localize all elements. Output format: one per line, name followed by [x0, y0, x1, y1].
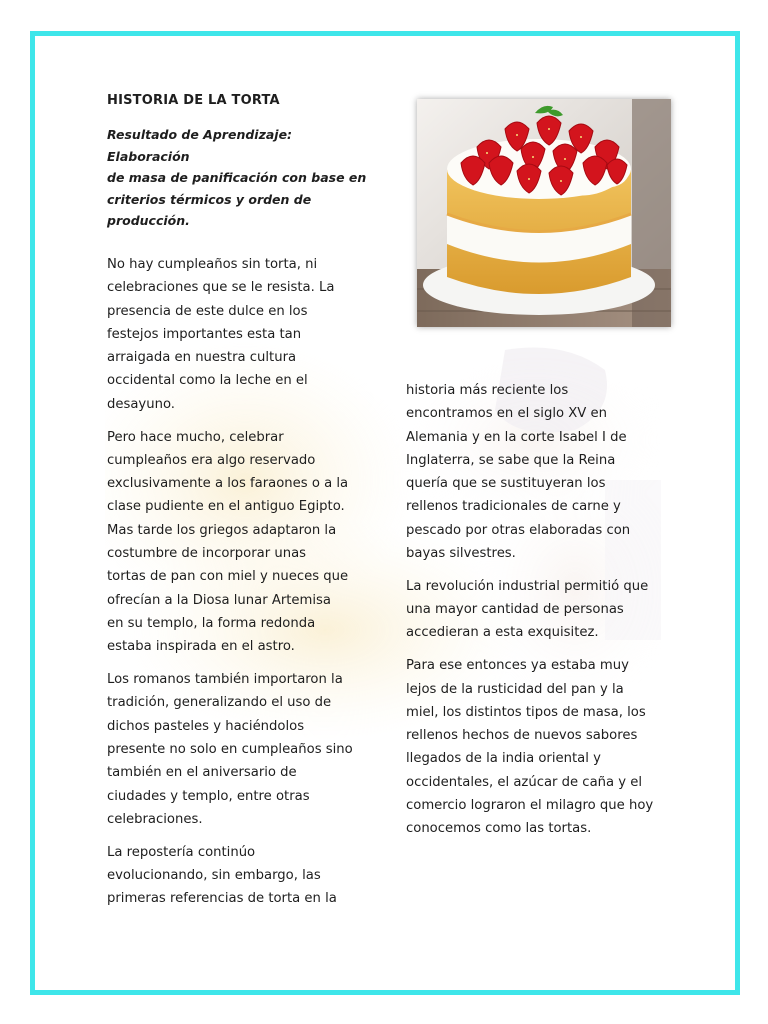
- text-line: presente no solo en cumpleaños sino: [107, 741, 353, 757]
- text-line: Inglaterra, se sabe que la Reina: [406, 452, 616, 468]
- learning-outcome-line: de masa de panificación con base en: [107, 170, 367, 185]
- document-title: HISTORIA DE LA TORTA: [107, 93, 280, 108]
- text-line: exclusivamente a los faraones o a la: [107, 476, 349, 492]
- text-line: comercio lograron el milagro que hoy: [406, 798, 654, 814]
- text-line: historia más reciente los: [406, 383, 569, 398]
- text-line: encontramos en el siglo XV en: [406, 406, 607, 422]
- learning-outcome-line: Resultado de Aprendizaje: Elaboración: [107, 127, 293, 164]
- text-line: llegados de la india oriental y: [406, 751, 601, 767]
- paragraph: [406, 379, 668, 565]
- text-line: evolucionando, sin embargo, las: [107, 867, 321, 883]
- cake-photo-icon: [417, 99, 671, 327]
- text-line: rellenos hechos de nuevos sabores: [406, 728, 638, 744]
- text-line: presencia de este dulce en los: [107, 303, 308, 319]
- text-line: miel, los distintos tipos de masa, los: [406, 704, 646, 720]
- text-line: La repostería continúo: [107, 844, 256, 860]
- text-line: Mas tarde los griegos adaptaron la: [107, 522, 337, 538]
- text-line: clase pudiente en el antiguo Egipto.: [107, 499, 345, 515]
- text-line: en su templo, la forma redonda: [107, 615, 316, 631]
- strawberry-cake-photo: [417, 99, 671, 327]
- text-line: pescado por otras elaboradas con: [406, 522, 631, 538]
- text-line: celebraciones.: [107, 811, 203, 827]
- paragraph: [107, 668, 369, 831]
- text-line: Alemania y en la corte Isabel I de: [406, 429, 627, 445]
- text-line: cumpleaños era algo reservado: [107, 452, 316, 468]
- paragraph: [406, 575, 668, 645]
- text-line: ciudades y templo, entre otras: [107, 788, 310, 804]
- text-line: accedieran a esta exquisitez.: [406, 625, 599, 641]
- text-line: conocemos como las tortas.: [406, 821, 592, 837]
- learning-outcome: [107, 124, 369, 232]
- text-line: Pero hace mucho, celebrar: [107, 429, 284, 445]
- text-line: costumbre de incorporar unas: [107, 546, 307, 562]
- text-line: también en el aniversario de: [107, 765, 297, 781]
- text-line: lejos de la rusticidad del pan y la: [406, 681, 624, 697]
- text-line: tradición, generalizando el uso de: [107, 695, 332, 711]
- text-line: tortas de pan con miel y nueces que: [107, 569, 349, 585]
- text-line: No hay cumpleaños sin torta, ni: [107, 257, 318, 272]
- text-line: festejos importantes esta tan: [107, 326, 302, 342]
- text-line: rellenos tradicionales de carne y: [406, 499, 621, 515]
- paragraph: [406, 654, 668, 840]
- paragraph: [107, 426, 369, 659]
- text-line: ofrecían a la Diosa lunar Artemisa: [107, 592, 332, 608]
- text-line: estaba inspirada en el astro.: [107, 639, 295, 655]
- text-line: Para ese entonces ya estaba muy: [406, 658, 629, 674]
- right-text-column: [406, 379, 668, 850]
- text-line: primeras referencias de torta en la: [107, 891, 337, 907]
- text-line: La revolución industrial permitió que: [406, 578, 649, 594]
- text-line: Los romanos también importaron la: [107, 672, 343, 688]
- text-line: celebraciones que se le resista. La: [107, 280, 335, 296]
- text-line: arraigada en nuestra cultura: [107, 350, 297, 366]
- text-line: desayuno.: [107, 396, 175, 412]
- text-line: occidental como la leche en el: [107, 373, 308, 389]
- text-line: quería que se sustituyeran los: [406, 476, 606, 492]
- paragraph: [107, 253, 369, 416]
- text-line: bayas silvestres.: [406, 546, 516, 562]
- text-line: dichos pasteles y haciéndolos: [107, 718, 305, 734]
- text-line: occidentales, el azúcar de caña y el: [406, 774, 643, 790]
- text-line: una mayor cantidad de personas: [406, 602, 624, 618]
- learning-outcome-line: criterios térmicos y orden de: [107, 191, 312, 207]
- paragraph: [107, 841, 369, 911]
- left-text-column: [107, 253, 369, 920]
- learning-outcome-line: producción.: [107, 213, 190, 228]
